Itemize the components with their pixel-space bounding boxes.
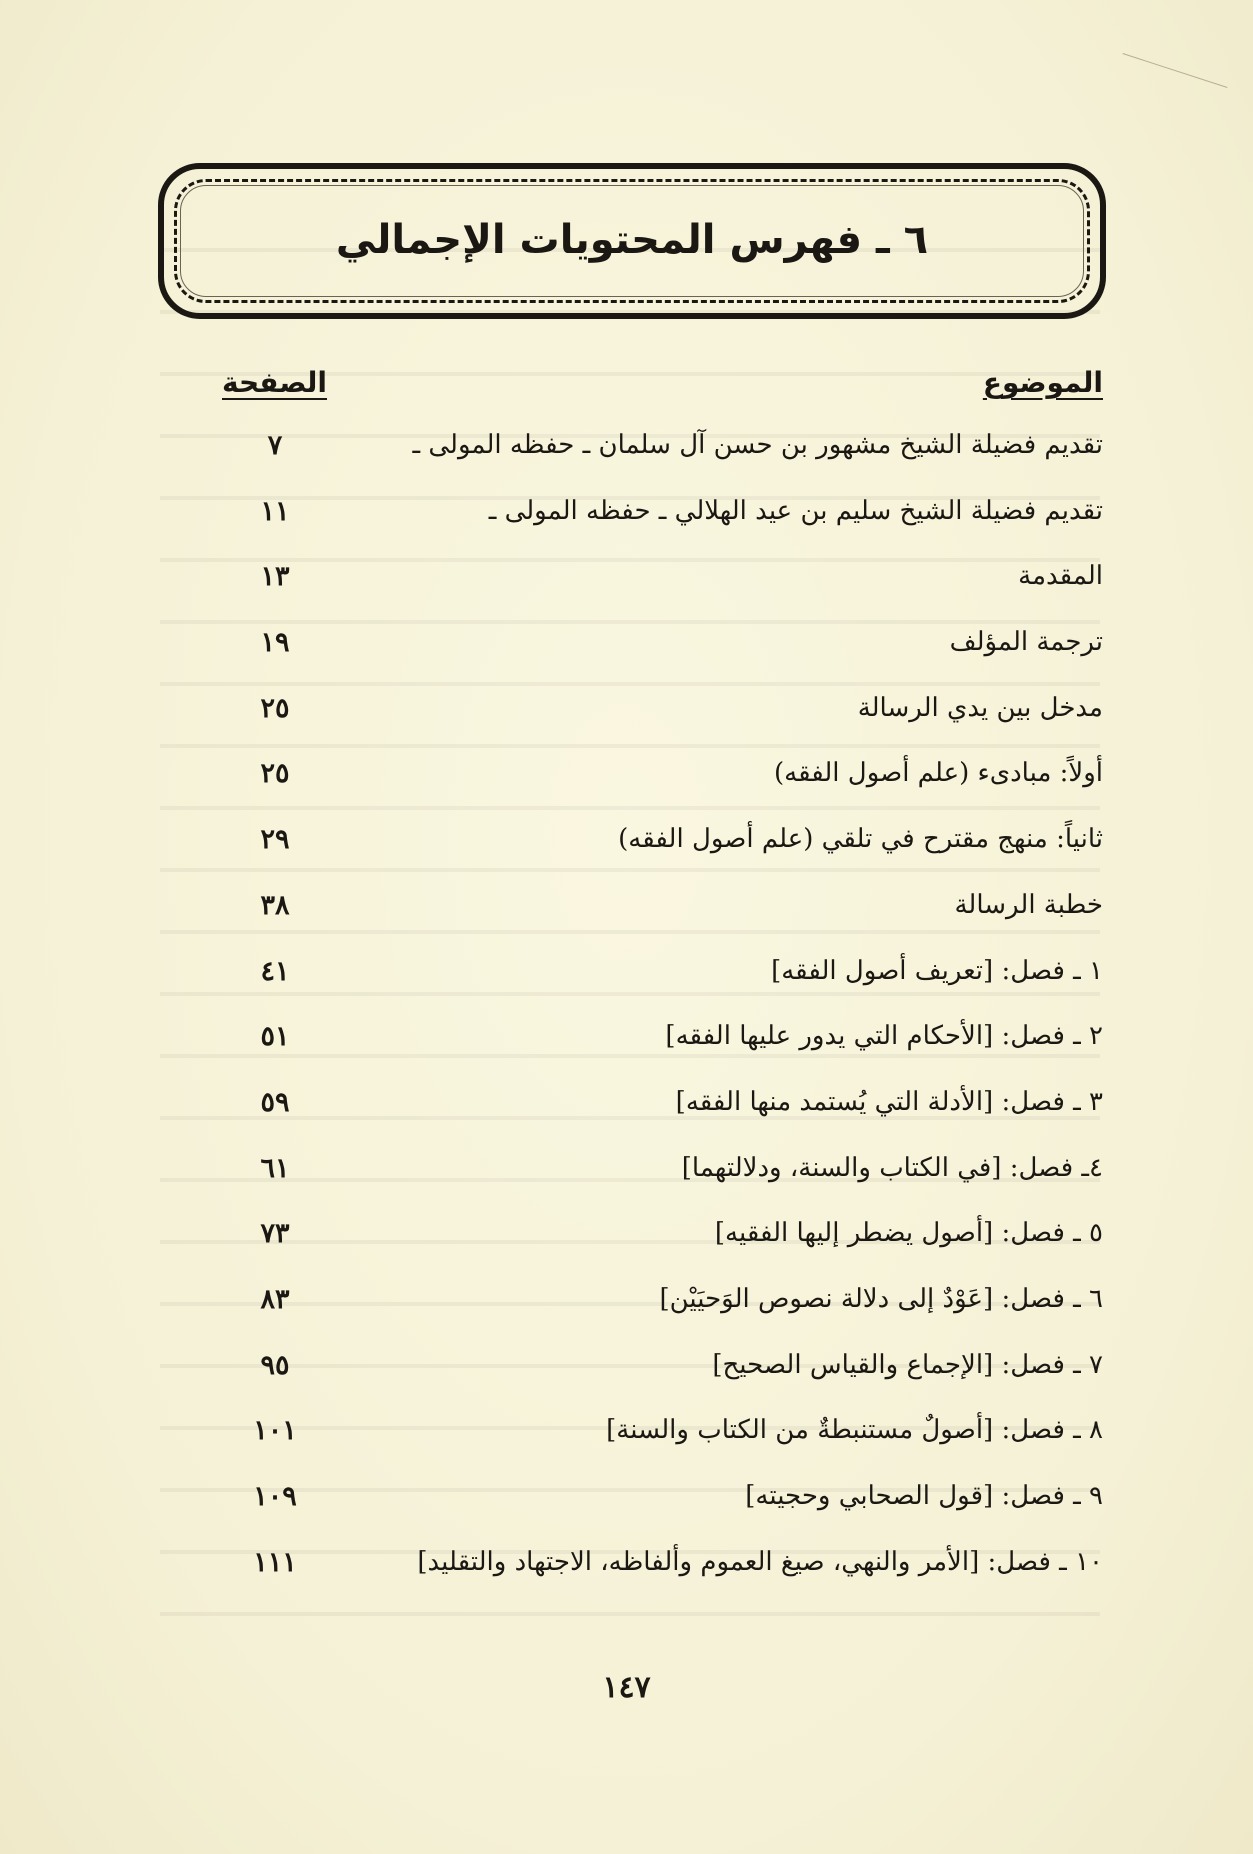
toc-entry [240, 890, 1103, 956]
toc-entry [240, 824, 1103, 890]
entry-page: ١٠٩ [253, 1481, 297, 1512]
toc-entry [240, 1481, 1103, 1547]
entry-title: ٦ ـ فصل: [عَوْدٌ إلى دلالة نصوص الوَحيَيْن] [659, 1283, 1103, 1314]
entry-title: تقديم فضيلة الشيخ مشهور بن حسن آل سلمان ـ حفظه المولى ـ [412, 430, 1103, 460]
entry-page: ١٠١ [253, 1415, 297, 1447]
page-title: ٦ ـ فهرس المحتويات الإجمالي [335, 217, 929, 263]
paper-mark [1123, 53, 1228, 88]
toc-entry [240, 1415, 1103, 1481]
entry-page: ٣٨ [260, 889, 290, 921]
entry-title: ١ ـ فصل: [تعريف أصول الفقه] [771, 955, 1103, 986]
entry-page: ١١ [260, 495, 290, 527]
entry-title: ٤ـ فصل: [في الكتاب والسنة، ودلالتهما] [681, 1152, 1103, 1183]
entry-title: أولاً: مبادىء (علم أصول الفقه) [774, 758, 1103, 789]
entry-page: ١١١ [253, 1546, 297, 1578]
toc-entry [240, 758, 1103, 824]
entry-page: ٥٩ [260, 1086, 290, 1118]
entry-page: ٩٥ [260, 1349, 290, 1381]
entry-page: ٢٩ [260, 824, 290, 856]
table-of-contents [240, 430, 1103, 1612]
entry-page: ١٣ [260, 561, 290, 593]
toc-entry [240, 1021, 1103, 1087]
toc-entry [240, 496, 1103, 562]
entry-page: ١٩ [260, 627, 290, 659]
entry-title: ٩ ـ فصل: [قول الصحابي وحجيته] [745, 1481, 1103, 1511]
entry-title: ٢ ـ فصل: [الأحكام التي يدور عليها الفقه] [665, 1021, 1103, 1052]
page-column-header: الصفحة [222, 366, 328, 399]
entry-title: ٣ ـ فصل: [الأدلة التي يُستمد منها الفقه] [675, 1086, 1103, 1117]
entry-page: ٢٥ [260, 692, 290, 724]
toc-entry [240, 1087, 1103, 1153]
entry-title: ثانياً: منهج مقترح في تلقي (علم أصول الفقه) [618, 824, 1103, 855]
entry-title: ٥ ـ فصل: [أصول يضطر إليها الفقيه] [714, 1218, 1103, 1249]
toc-entry [240, 1284, 1103, 1350]
entry-page: ٧٣ [260, 1218, 290, 1250]
toc-entry [240, 693, 1103, 759]
toc-entry [240, 1547, 1103, 1613]
entry-page: ٧ [267, 430, 283, 461]
toc-entry [240, 1153, 1103, 1219]
entry-title: المقدمة [1018, 561, 1103, 592]
title-frame [158, 163, 1106, 319]
toc-entry [240, 430, 1103, 496]
entry-title: مدخل بين يدي الرسالة [857, 692, 1103, 723]
entry-page: ٤١ [260, 955, 290, 987]
entry-page: ٨٣ [260, 1283, 290, 1315]
toc-entry [240, 1218, 1103, 1284]
toc-entry [240, 956, 1103, 1022]
entry-title: ٧ ـ فصل: [الإجماع والقياس الصحيح] [712, 1349, 1103, 1380]
entry-title: ترجمة المؤلف [949, 627, 1103, 658]
topic-column-header: الموضوع [982, 366, 1103, 399]
entry-title: ٨ ـ فصل: [أصولٌ مستنبطةٌ من الكتاب والسنة] [606, 1415, 1103, 1446]
entry-title: تقديم فضيلة الشيخ سليم بن عيد الهلالي ـ حفظه المولى ـ [488, 495, 1103, 526]
entry-title: ١٠ ـ فصل: [الأمر والنهي، صيغ العموم وألفاظه، الاجتهاد والتقليد] [417, 1546, 1103, 1577]
entry-title: خطبة الرسالة [954, 889, 1103, 920]
toc-entry [240, 627, 1103, 693]
entry-page: ٢٥ [260, 758, 290, 790]
entry-page: ٥١ [260, 1021, 290, 1053]
entry-page: ٦١ [260, 1152, 290, 1184]
toc-entry [240, 561, 1103, 627]
toc-entry [240, 1350, 1103, 1416]
page-number: ١٤٧ [602, 1670, 651, 1705]
